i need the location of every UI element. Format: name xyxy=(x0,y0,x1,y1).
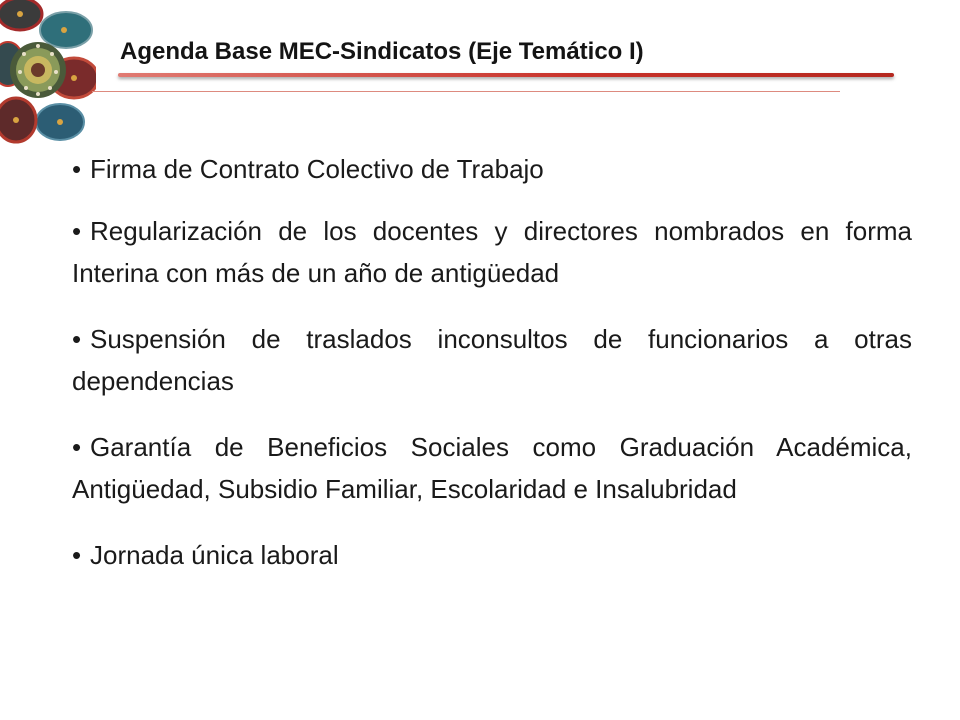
header-divider xyxy=(92,91,840,92)
bullet-icon: • xyxy=(72,154,82,184)
agenda-item-text: Garantía de Beneficios Sociales como Graduación Académica, Antigüedad, Subsidio Familiar, Escolaridad e Insalubridad xyxy=(72,432,912,504)
flower-bead-logo-icon xyxy=(0,0,96,148)
agenda-list xyxy=(72,148,912,576)
bullet-icon: • xyxy=(72,432,82,462)
bullet-icon: • xyxy=(72,324,82,354)
agenda-item-text: Firma de Contrato Colectivo de Trabajo xyxy=(90,154,544,184)
agenda-item-jornada xyxy=(72,534,912,576)
agenda-item-contrato xyxy=(72,148,912,190)
agenda-item-text: Regularización de los docentes y directores nombrados en forma Interina con más de un año de antigüedad xyxy=(72,216,912,288)
agenda-item-beneficios xyxy=(72,426,912,510)
bullet-icon: • xyxy=(72,540,82,570)
agenda-item-regularizacion xyxy=(72,210,912,294)
agenda-item-traslados xyxy=(72,318,912,402)
agenda-item-text: Suspensión de traslados inconsultos de funcionarios a otras dependencias xyxy=(72,324,912,396)
agenda-item-text: Jornada única laboral xyxy=(90,540,339,570)
title-underline xyxy=(118,73,894,77)
page-title: Agenda Base MEC-Sindicatos (Eje Temático I) xyxy=(120,38,644,65)
bullet-icon: • xyxy=(72,216,82,246)
